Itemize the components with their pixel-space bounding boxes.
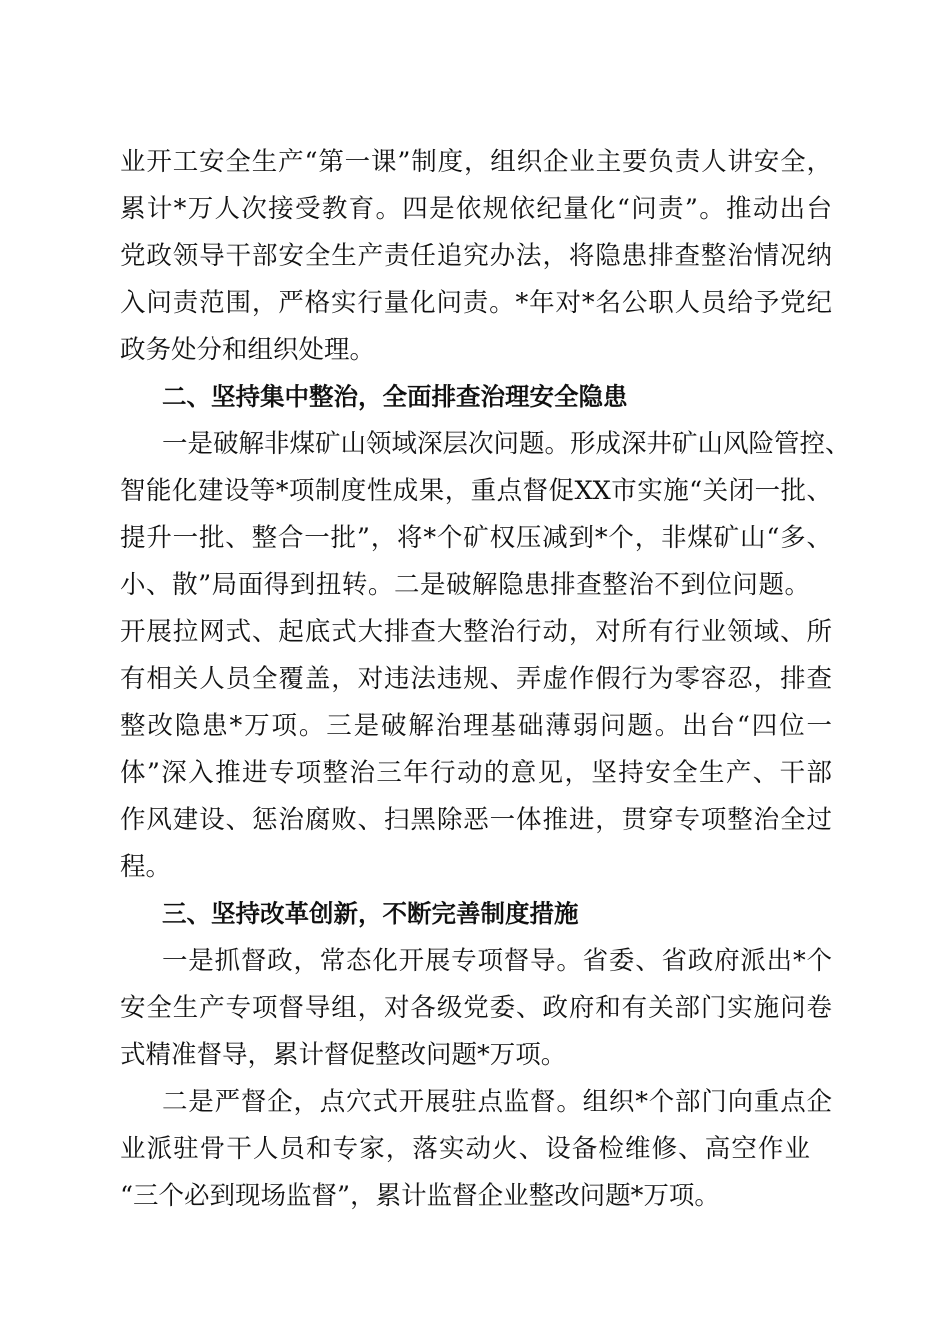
paragraph-line: 整改隐患*万项。三是破解治理基础薄弱问题。出台“四位一: [120, 711, 832, 741]
paragraph-line: 智能化建设等*项制度性成果，重点督促XX市实施“关闭一批、: [120, 476, 832, 506]
paragraph-line: 政务处分和组织处理。: [120, 335, 376, 365]
paragraph-line: 作风建设、惩治腐败、扫黑除恶一体推进，贯穿专项整治全过: [120, 805, 832, 835]
paragraph-line: “三个必到现场监督”，累计监督企业整改问题*万项。: [120, 1181, 720, 1211]
paragraph-line: 业派驻骨干人员和专家，落实动火、设备检维修、高空作业: [120, 1134, 810, 1164]
paragraph-line: 一是破解非煤矿山领域深层次问题。形成深井矿山风险管控、: [162, 429, 851, 459]
section-heading: 三、坚持改革创新，不断完善制度措施: [162, 899, 579, 928]
paragraph-line: 业开工安全生产“第一课”制度，组织企业主要负责人讲安全，: [120, 147, 832, 177]
paragraph-line: 开展拉网式、起底式大排查大整治行动，对所有行业领域、所: [120, 617, 832, 647]
paragraph-line: 式精准督导，累计督促整改问题*万项。: [120, 1040, 567, 1070]
paragraph-line: 体”深入推进专项整治三年行动的意见，坚持安全生产、干部: [120, 758, 832, 788]
paragraph-line: 一是抓督政，常态化开展专项督导。省委、省政府派出*个: [162, 946, 832, 976]
paragraph-line: 入问责范围，严格实行量化问责。*年对*名公职人员给予党纪: [120, 288, 832, 318]
paragraph-line: 小、散”局面得到扭转。二是破解隐患排查整治不到位问题。: [120, 570, 810, 600]
paragraph-line: 党政领导干部安全生产责任追究办法，将隐患排查整治情况纳: [120, 241, 832, 271]
paragraph-line: 安全生产专项督导组，对各级党委、政府和有关部门实施问卷: [120, 993, 832, 1023]
paragraph-line: 提升一批、整合一批”，将*个矿权压减到*个，非煤矿山“多、: [120, 523, 832, 553]
paragraph-line: 有相关人员全覆盖，对违法违规、弄虚作假行为零容忍，排查: [120, 664, 832, 694]
paragraph-line: 二是严督企，点穴式开展驻点监督。组织*个部门向重点企: [162, 1087, 832, 1117]
paragraph-line: 累计*万人次接受教育。四是依规依纪量化“问责”。推动出台: [120, 194, 832, 224]
section-heading: 二、坚持集中整治，全面排查治理安全隐患: [162, 382, 628, 411]
paragraph-line: 程。: [120, 852, 172, 882]
